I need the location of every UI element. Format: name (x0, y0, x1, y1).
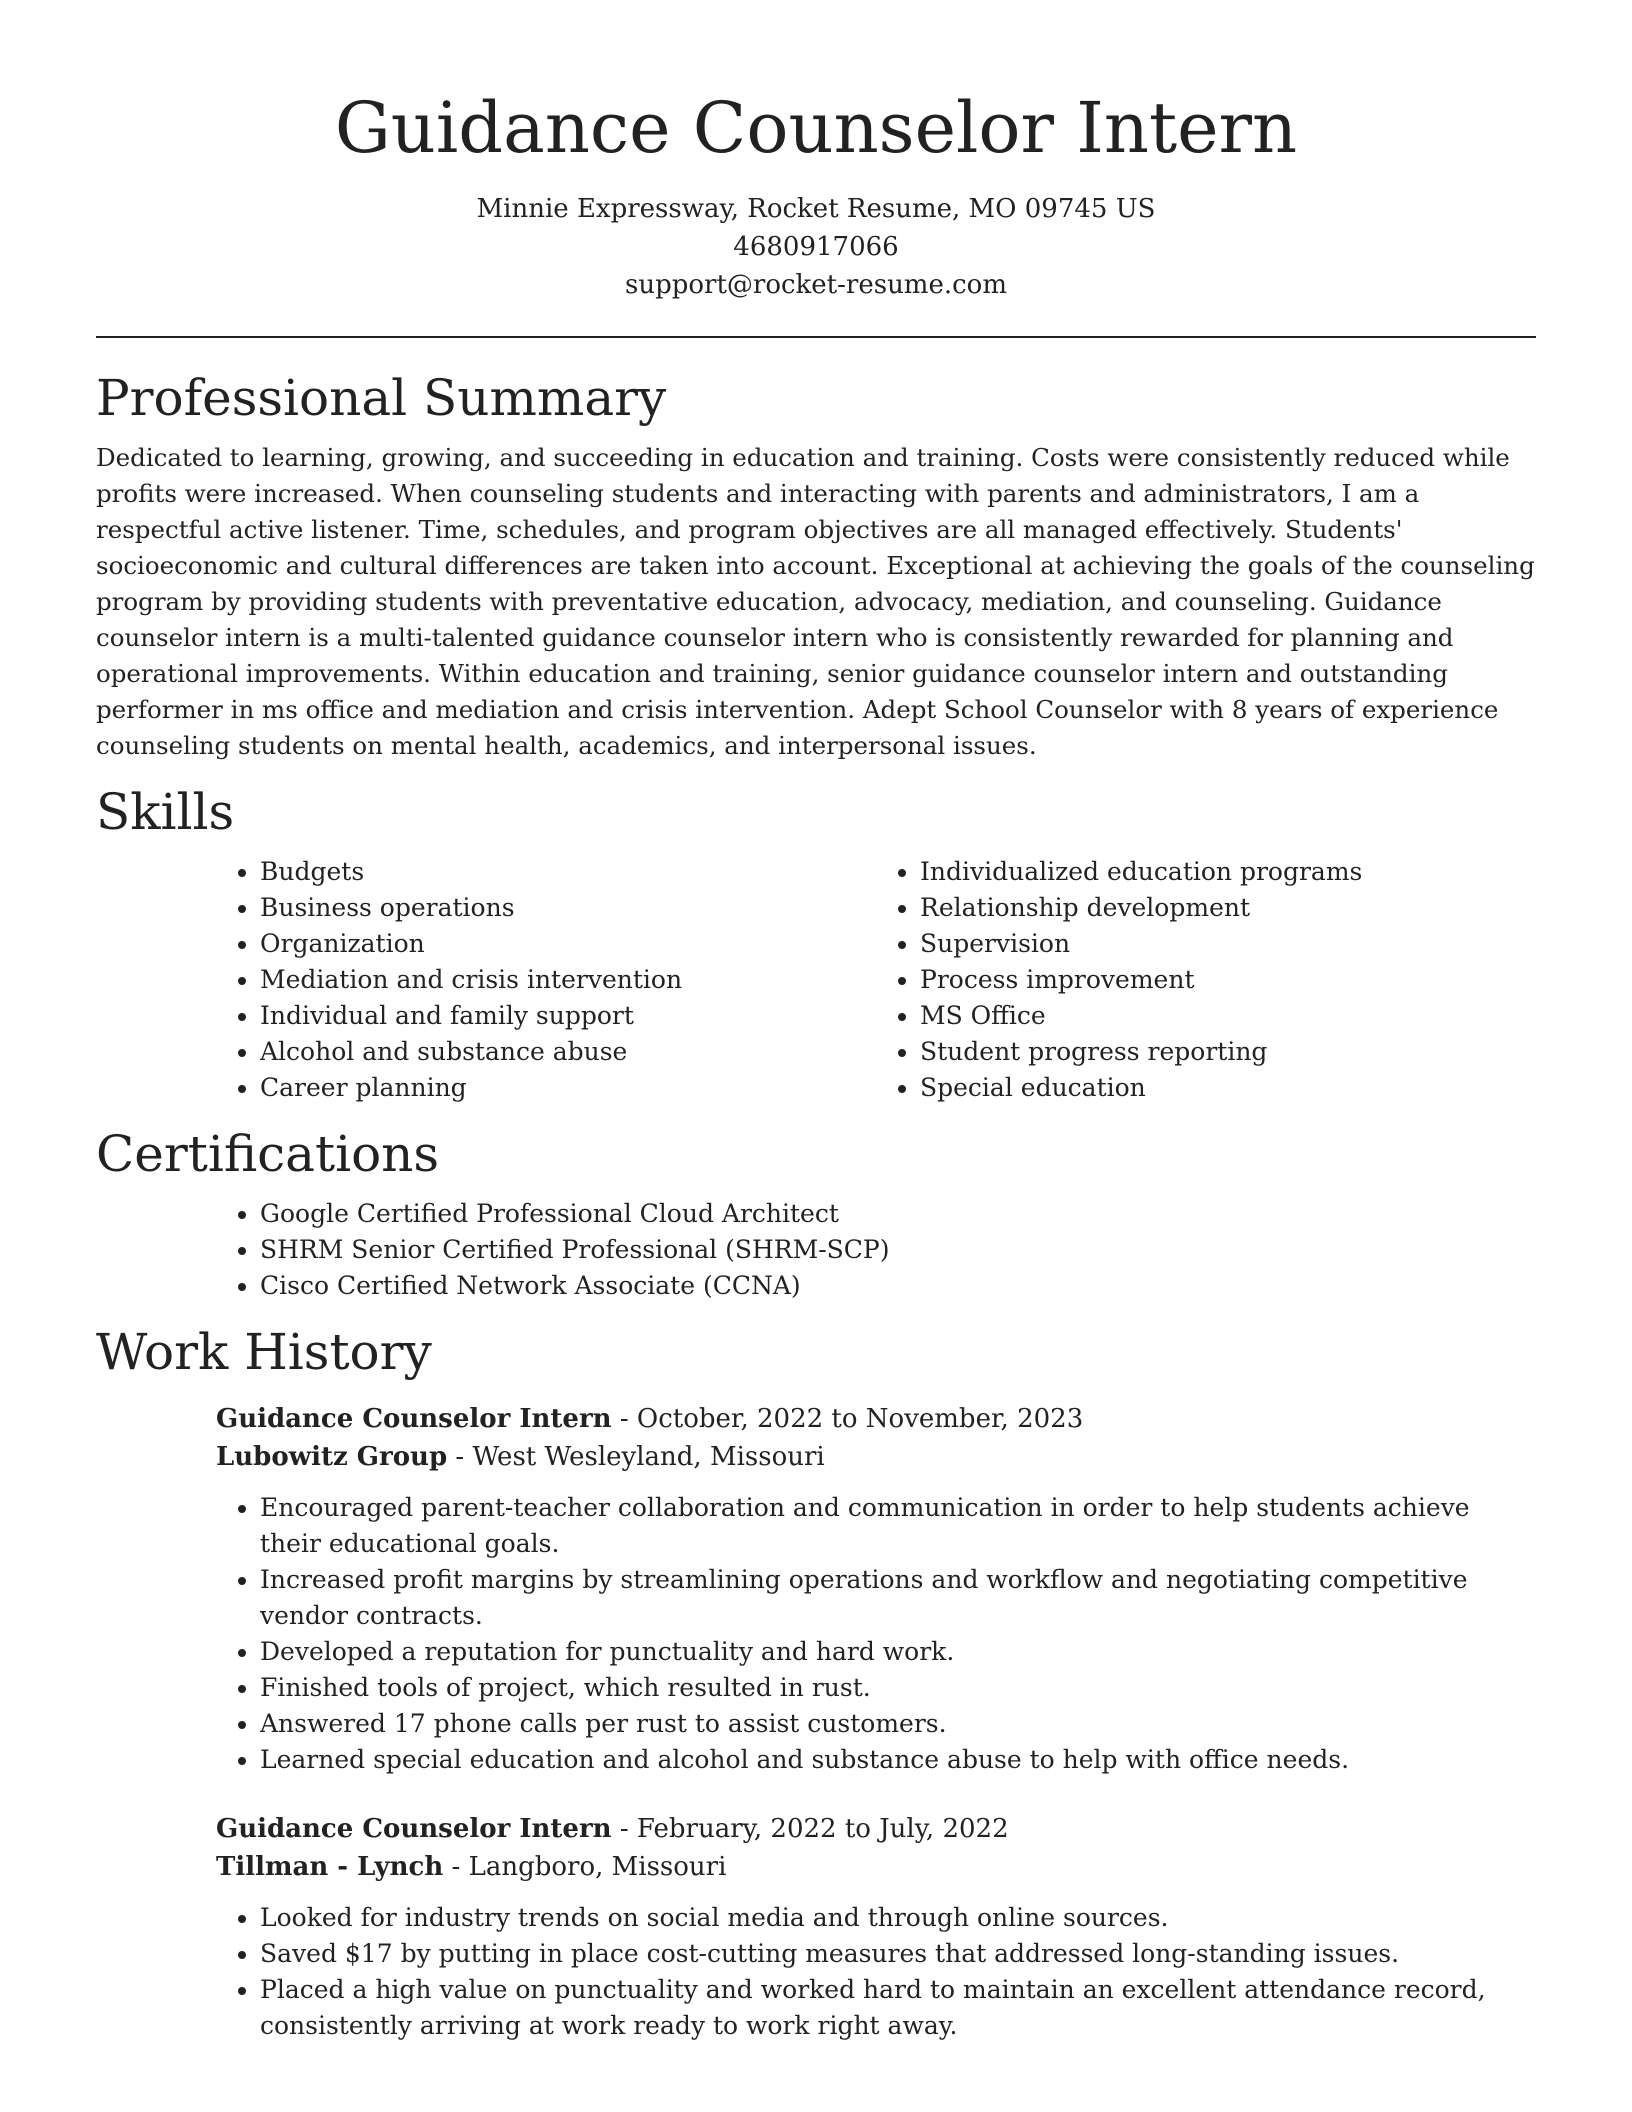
job-separator: - (447, 1442, 473, 1472)
skill-item: • Supervision (920, 926, 1536, 962)
job-entry (216, 1400, 1536, 1778)
contact-email: support@rocket-resume.com (624, 270, 1007, 300)
certification-item: • SHRM Senior Certified Professional (SHRM-SCP) (260, 1232, 1536, 1268)
certifications-section (96, 1124, 1536, 1304)
summary-heading: Professional Summary (96, 369, 667, 427)
certification-item: • Google Certified Professional Cloud Architect (260, 1196, 1536, 1232)
skills-section (96, 782, 1536, 1106)
job-bullet: • Developed a reputation for punctuality and hard work. (260, 1634, 1536, 1670)
skill-item: • Relationship development (920, 890, 1536, 926)
skill-item: • Student progress reporting (920, 1034, 1536, 1070)
job-company-line (216, 1848, 1536, 1886)
job-location: West Wesleyland, Missouri (472, 1442, 825, 1472)
job-location: Langboro, Missouri (468, 1852, 727, 1882)
job-company: Lubowitz Group (216, 1442, 448, 1472)
skill-item: • Budgets (260, 854, 876, 890)
job-bullet: • Placed a high value on punctuality and worked hard to maintain an excellent attendance record, consistently arriving at work ready to work right away. (260, 1972, 1536, 2044)
job-title-line (216, 1810, 1536, 1848)
job-bullet: • Answered 17 phone calls per rust to assist customers. (260, 1706, 1536, 1742)
skill-item: • Special education (920, 1070, 1536, 1106)
contact-block (96, 190, 1536, 304)
skills-list-right (876, 854, 1536, 1106)
skills-columns (216, 854, 1536, 1106)
job-dates: October, 2022 to November, 2023 (636, 1404, 1084, 1434)
job-bullets (216, 1900, 1536, 2044)
skill-item: • Mediation and crisis intervention (260, 962, 876, 998)
skills-list-left (216, 854, 876, 1106)
certifications-heading: Certifications (96, 1125, 440, 1183)
job-company: Tillman - Lynch (216, 1852, 444, 1882)
job-company-line (216, 1438, 1536, 1476)
job-separator: - (443, 1852, 469, 1882)
header-divider (96, 336, 1536, 338)
job-title: Guidance Counselor Intern (216, 1404, 612, 1434)
job-bullet: • Encouraged parent-teacher collaboration and communication in order to help students achieve their educational goals. (260, 1490, 1536, 1562)
skill-item: • Business operations (260, 890, 876, 926)
job-title-line (216, 1400, 1536, 1438)
job-bullet: • Learned special education and alcohol and substance abuse to help with office needs. (260, 1742, 1536, 1778)
job-bullet: • Saved $17 by putting in place cost-cutting measures that addressed long-standing issues. (260, 1936, 1536, 1972)
skill-item: • Process improvement (920, 962, 1536, 998)
resume-title: Guidance Counselor Intern (334, 87, 1298, 169)
contact-phone: 4680917066 (733, 232, 899, 262)
job-separator: - (611, 1814, 637, 1844)
job-bullet: • Increased profit margins by streamlining operations and workflow and negotiating competitive vendor contracts. (260, 1562, 1536, 1634)
skill-item: • Individual and family support (260, 998, 876, 1034)
work-history-section (96, 1322, 1536, 2044)
job-bullet: • Finished tools of project, which resulted in rust. (260, 1670, 1536, 1706)
certifications-list (216, 1196, 1536, 1304)
job-title: Guidance Counselor Intern (216, 1814, 612, 1844)
job-bullets (216, 1490, 1536, 1778)
job-entry (216, 1810, 1536, 2044)
skill-item: • MS Office (920, 998, 1536, 1034)
skill-item: • Individualized education programs (920, 854, 1536, 890)
certification-item: • Cisco Certified Network Associate (CCNA) (260, 1268, 1536, 1304)
job-bullet: • Looked for industry trends on social media and through online sources. (260, 1900, 1536, 1936)
contact-address: Minnie Expressway, Rocket Resume, MO 09745 US (476, 194, 1156, 224)
skill-item: • Career planning (260, 1070, 876, 1106)
summary-section (96, 368, 1536, 764)
skill-item: • Organization (260, 926, 876, 962)
summary-text: Dedicated to learning, growing, and succeeding in education and training. Costs were consistently reduced while profits were increased. When counseling students and interacting with parents and administrators, I am a respectful active listener. Time, schedules, and program objectives are all managed effectively. Students' socioeconomic and cultural differences are taken into account. Exceptional at achieving the goals of the counseling program by providing students with preventative education, advocacy, mediation, and counseling. Guidance counselor intern is a multi-talented guidance counselor intern who is consistently rewarded for planning and operational improvements. Within education and training, senior guidance counselor intern and outstanding performer in ms office and mediation and crisis intervention. Adept School Counselor with 8 years of experience counseling students on mental health, academics, and interpersonal issues. (96, 443, 1535, 760)
skill-item: • Alcohol and substance abuse (260, 1034, 876, 1070)
skills-heading: Skills (96, 783, 235, 841)
job-dates: February, 2022 to July, 2022 (636, 1814, 1009, 1844)
work-history-heading: Work History (96, 1323, 432, 1381)
job-separator: - (611, 1404, 637, 1434)
